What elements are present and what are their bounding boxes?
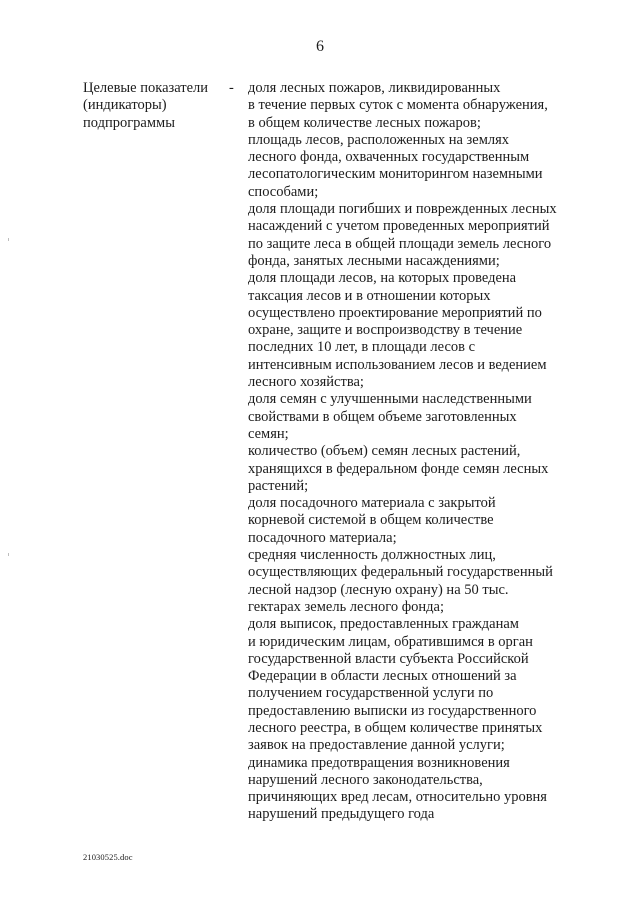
indicator-line: доля лесных пожаров, ликвидированных xyxy=(248,80,501,96)
indicator-line: по защите леса в общей площади земель лесного xyxy=(248,235,552,252)
page-number: 6 xyxy=(316,38,324,55)
label-line: Целевые показатели xyxy=(83,80,209,96)
indicator-line: нарушений лесного законодательства, xyxy=(248,771,483,788)
indicator-line: доля семян с улучшенными наследственными xyxy=(248,391,532,408)
indicator-line: доля выписок, предоставленных гражданам xyxy=(248,616,519,633)
indicator-line: лесной надзор (лесную охрану) на 50 тыс. xyxy=(248,581,509,598)
indicator-line: Федерации в области лесных отношений за xyxy=(248,668,517,685)
indicator-line: нарушений предыдущего года xyxy=(248,806,435,823)
indicator-line: семян; xyxy=(248,425,289,442)
indicator-line: площадь лесов, расположенных на землях xyxy=(248,131,510,148)
indicator-line: количество (объем) семян лесных растений, xyxy=(248,443,521,460)
indicator-line: таксация лесов и в отношении которых xyxy=(248,287,491,304)
indicator-line: доля площади погибших и поврежденных лесных xyxy=(248,201,557,218)
indicator-line: насаждений с учетом проведенных мероприятий xyxy=(248,218,550,235)
indicator-line: хранящихся в федеральном фонде семян лесных xyxy=(248,460,549,477)
subprogram-indicators-label xyxy=(83,80,233,132)
indicator-line: посадочного материала; xyxy=(248,529,397,546)
indicators-list xyxy=(248,80,588,824)
indicator-line: предоставлению выписки из государственного xyxy=(248,702,537,719)
indicator-line: в течение первых суток с момента обнаружения, xyxy=(248,97,548,114)
indicator-line: фонда, занятых лесными насаждениями; xyxy=(248,252,500,269)
indicator-line: интенсивным использованием лесов и ведением xyxy=(248,356,547,373)
label-line: (индикаторы) xyxy=(83,97,167,114)
indicator-line: растений; xyxy=(248,477,309,494)
separator-dash: - xyxy=(229,80,234,96)
indicator-line: государственной власти субъекта Российской xyxy=(248,650,529,667)
indicator-line: в общем количестве лесных пожаров; xyxy=(248,114,481,131)
indicator-line: гектарах земель лесного фонда; xyxy=(248,598,444,615)
scan-margin-mark xyxy=(8,238,9,241)
indicator-line: способами; xyxy=(248,183,319,200)
indicator-line: корневой системой в общем количестве xyxy=(248,512,494,529)
indicator-line: лесного хозяйства; xyxy=(248,374,364,391)
scan-margin-mark xyxy=(8,553,9,556)
indicator-line: причиняющих вред лесам, относительно уровня xyxy=(248,789,547,806)
indicator-line: осуществляющих федеральный государственный xyxy=(248,564,553,581)
indicator-line: доля площади лесов, на которых проведена xyxy=(248,270,517,287)
indicator-line: осуществлено проектирование мероприятий по xyxy=(248,304,542,321)
indicator-line: доля посадочного материала с закрытой xyxy=(248,495,496,512)
indicator-line: лесного реестра, в общем количестве принятых xyxy=(248,719,543,736)
indicator-line: средняя численность должностных лиц, xyxy=(248,547,496,564)
indicator-line: лесного фонда, охваченных государственным xyxy=(248,149,530,166)
label-line: подпрограммы xyxy=(83,114,175,131)
indicator-line: и юридическим лицам, обратившимся в орган xyxy=(248,633,533,650)
indicator-line: заявок на предоставление данной услуги; xyxy=(248,737,505,754)
indicator-line: получением государственной услуги по xyxy=(248,685,494,702)
footer-filename: 21030525.doc xyxy=(83,852,133,862)
indicator-line: охране, защите и воспроизводству в течение xyxy=(248,322,523,339)
indicator-line: динамика предотвращения возникновения xyxy=(248,754,510,771)
indicator-line: свойствами в общем объеме заготовленных xyxy=(248,408,517,425)
indicator-line: последних 10 лет, в площади лесов с xyxy=(248,339,476,356)
indicator-line: лесопатологическим мониторингом наземными xyxy=(248,166,543,183)
